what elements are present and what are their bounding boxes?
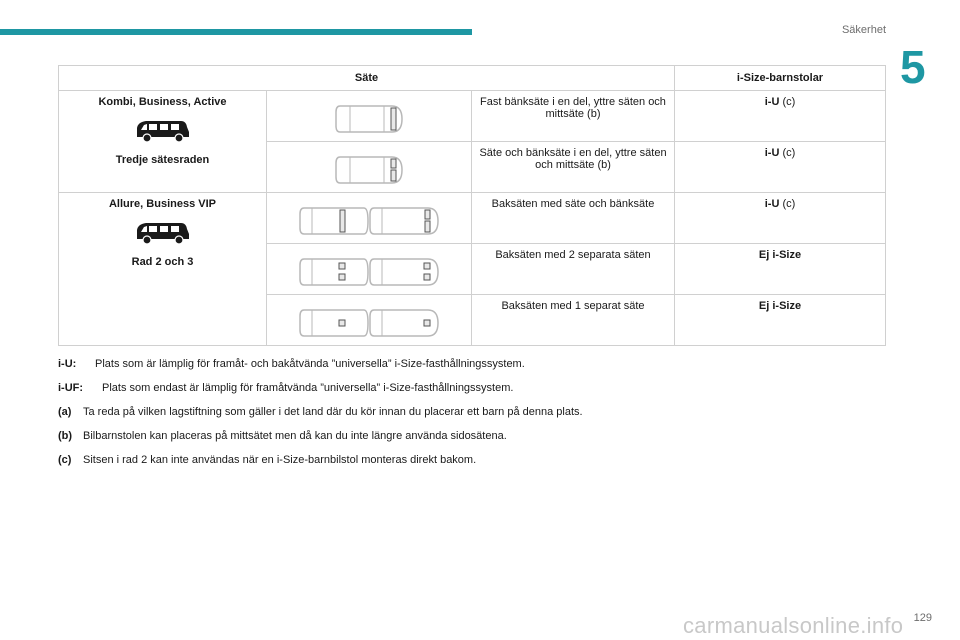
table-row	[59, 91, 886, 142]
isize-rating: Ej i-Size	[675, 244, 886, 295]
two-separate-seats-icon	[298, 255, 440, 289]
header-isize: i-Size-barnstolar	[675, 66, 886, 91]
model-names-2: Allure, Business VIP	[108, 198, 216, 210]
footnote-b: (b) Bilbarnstolen kan placeras på mittsätet men då kan du inte längre använda sidosätena.	[58, 430, 507, 442]
van-icon	[134, 220, 192, 246]
table-row	[59, 193, 886, 244]
footnote-iuf: i-UF: Plats som endast är lämplig för framåtvända ”universella” i-Size-fasthållningssystem.	[58, 382, 514, 394]
page-number: 129	[913, 612, 932, 624]
row2-row3-seat-icon	[298, 204, 440, 238]
section-title: Säkerhet	[841, 24, 886, 36]
isize-rating: i-U (c)	[675, 193, 886, 244]
header-accent-bar	[0, 29, 472, 35]
row-label-2: Rad 2 och 3	[131, 256, 194, 268]
seat-diagram-cell	[267, 142, 472, 193]
model-names-1: Kombi, Business, Active	[98, 96, 227, 108]
seat-desc: Baksäten med säte och bänksäte	[472, 193, 675, 244]
footnotes	[58, 358, 918, 478]
model-cell-2	[59, 193, 267, 346]
seat-desc: Baksäten med 1 separat säte	[472, 295, 675, 346]
van-icon	[134, 118, 192, 144]
footnote-iu: i-U: Plats som är lämplig för framåt- och bakåtvända ”universella” i-Size-fasthållningssystem.	[58, 358, 525, 370]
isize-rating: Ej i-Size	[675, 295, 886, 346]
seat-desc: Baksäten med 2 separata säten	[472, 244, 675, 295]
footnote-c: (c) Sitsen i rad 2 kan inte användas när en i-Size-barnbilstol monteras direkt bakom.	[58, 454, 477, 466]
seat-diagram-cell	[267, 295, 472, 346]
seat-table	[58, 65, 886, 346]
seat-desc: Säte och bänksäte i en del, yttre säten och mittsäte (b)	[472, 142, 675, 193]
split-bench-icon	[334, 153, 404, 187]
one-separate-seat-icon	[298, 306, 440, 340]
model-cell-1	[59, 91, 267, 193]
seat-diagram-cell	[267, 193, 472, 244]
footnote-a: (a) Ta reda på vilken lagstiftning som gäller i det land där du kör innan du placerar ett barn på denna plats.	[58, 406, 583, 418]
seat-diagram-cell	[267, 91, 472, 142]
isize-rating: i-U (c)	[675, 91, 886, 142]
table-header-row	[59, 66, 886, 91]
seat-diagram-cell	[267, 244, 472, 295]
row-label-1: Tredje sätesraden	[115, 154, 210, 166]
header-seat: Säte	[59, 66, 675, 91]
watermark: carmanualsonline.info	[683, 613, 904, 638]
isize-rating: i-U (c)	[675, 142, 886, 193]
bench-seat-icon	[334, 102, 404, 136]
seat-desc: Fast bänksäte i en del, yttre säten och mittsäte (b)	[472, 91, 675, 142]
chapter-number: 5	[900, 41, 926, 93]
